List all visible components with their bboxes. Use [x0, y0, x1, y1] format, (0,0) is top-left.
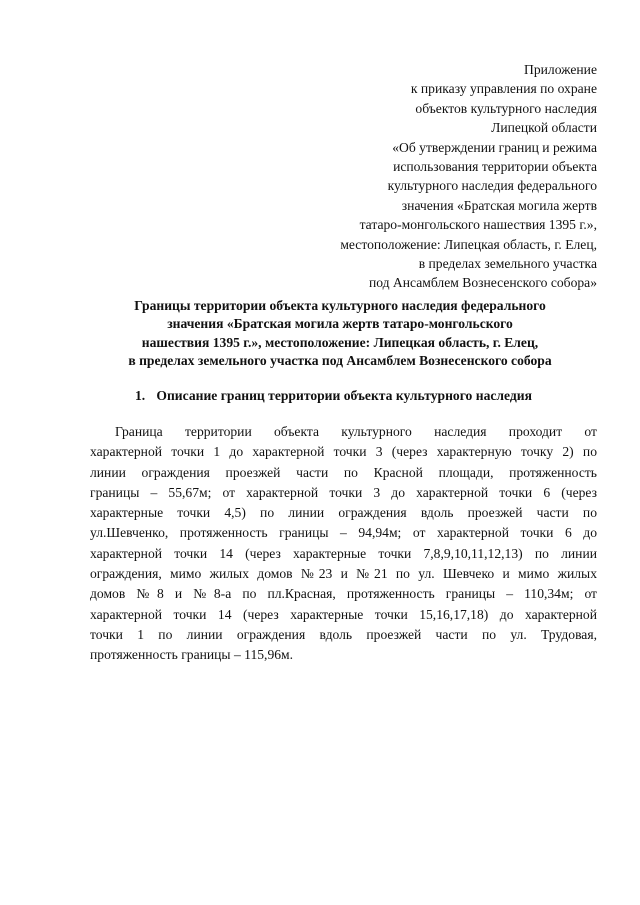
appendix-line: к приказу управления по охране [410, 81, 597, 97]
body-line: характерной точки 14 (через характерные точки 15,16,17,18) до характерной [90, 606, 597, 622]
body-line: ул.Шевченко, протяженность границы – 94,94м; от характерной точки 6 до [90, 525, 597, 541]
appendix-line: татаро-монгольского нашествия 1395 г.», [359, 217, 597, 233]
title-line: значения «Братская могила жертв татаро-монгольского [167, 316, 513, 332]
body-line: протяженность границы – 115,96м. [90, 647, 294, 663]
appendix-line: «Об утверждении границ и режима [392, 139, 597, 155]
body-line: домов №8 и №8-а по пл.Красная, протяженность границы – 110,34м; от [90, 586, 597, 602]
body-line: характерные точки 4,5) по линии ограждения вдоль проезжей части по [90, 505, 597, 521]
body-line: Граница территории объекта культурного наследия проходит от [115, 424, 597, 439]
body-line: точки 1 по линии ограждения вдоль проезжей части по ул. Трудовая, [90, 626, 597, 642]
body-line: границы – 55,67м; от характерной точки 3 до характерной точки 6 (через [90, 484, 597, 500]
appendix-line: местоположение: Липецкая область, г. Елец, [340, 236, 597, 252]
appendix-line: культурного наследия федерального [387, 178, 597, 194]
appendix-line: объектов культурного наследия [415, 100, 597, 116]
title-line: Границы территории объекта культурного наследия федерального [134, 298, 546, 313]
appendix-line: в пределах земельного участка [418, 256, 597, 272]
title-line: нашествия 1395 г.», местоположение: Липецкая область, г. Елец, [141, 334, 539, 350]
document-title [80, 297, 600, 371]
body-line: характерной точки 1 до характерной точки 3 (через характерную точку 2) по [90, 444, 597, 460]
appendix-header [267, 60, 597, 293]
title-line: в пределах земельного участка под Ансамблем Вознесенского собора [128, 353, 552, 369]
section-number: 1. [135, 388, 146, 403]
section-heading-text: Описание границ территории объекта культурного наследия [156, 388, 532, 403]
body-line: характерной точки 14 (через характерные точки 7,8,9,10,11,12,13) по линии [90, 545, 597, 561]
body-line: линии ограждения проезжей части по Красной площади, протяженность [90, 464, 597, 480]
appendix-line: под Ансамблем Вознесенского собора» [368, 275, 597, 291]
section-heading [135, 387, 532, 405]
body-paragraph [90, 422, 597, 666]
appendix-line: использования территории объекта [393, 159, 597, 175]
appendix-line: Приложение [524, 62, 597, 77]
appendix-line: значения «Братская могила жертв [401, 197, 597, 213]
appendix-line: Липецкой области [491, 120, 597, 136]
body-line: ограждения, мимо жилых домов №23 и №21 по ул. Шевчеко и мимо жилых [90, 566, 597, 582]
